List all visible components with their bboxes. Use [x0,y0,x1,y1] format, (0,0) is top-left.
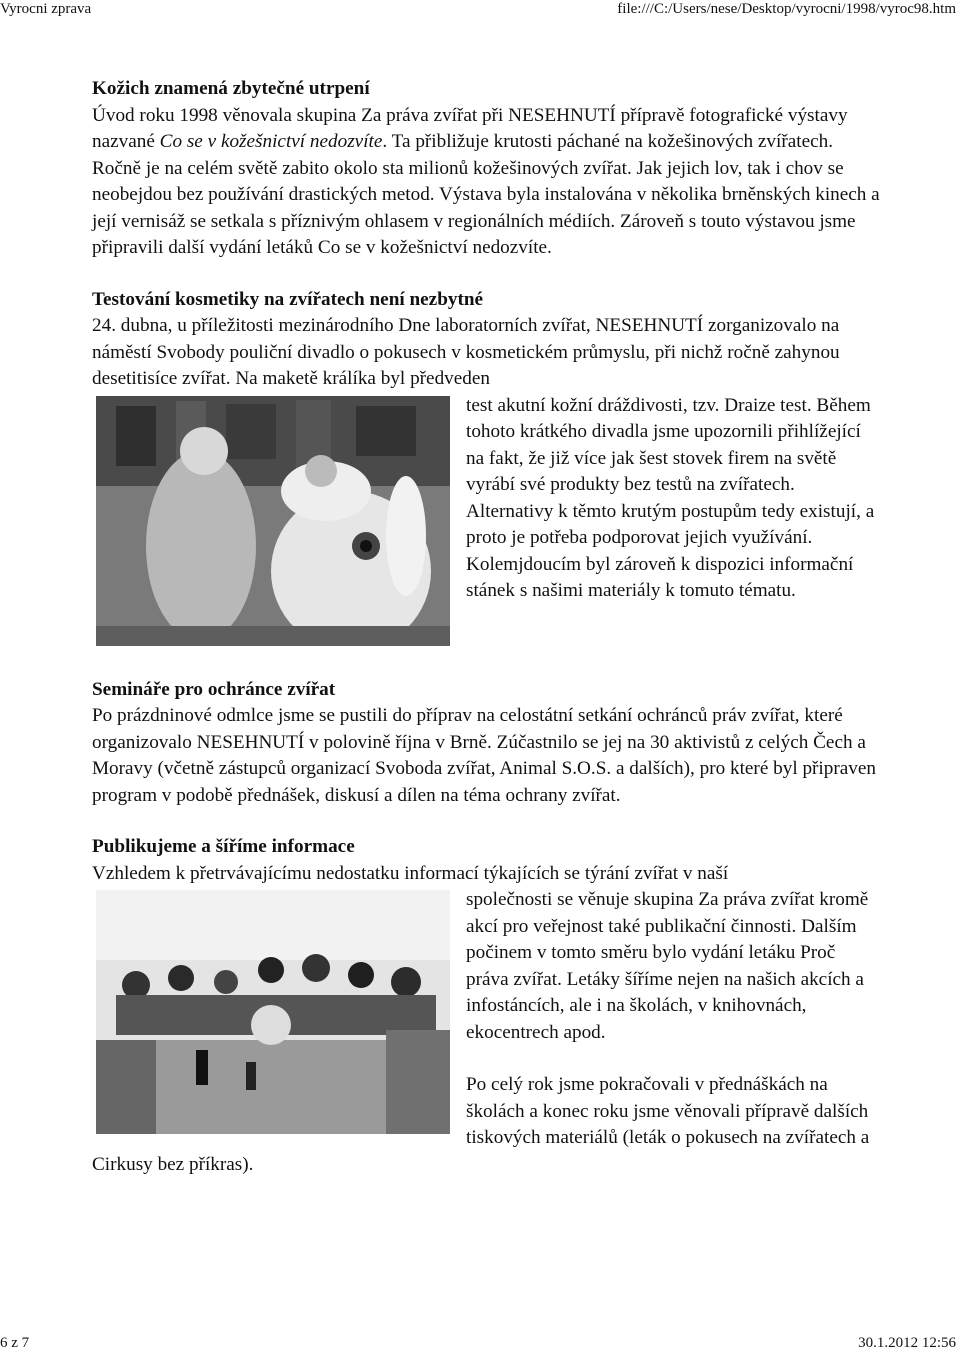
street-theatre-photo-image [96,396,450,646]
section-text-publishing-intro: Vzhledem k přetrvávajícímu nedostatku informací týkajících se týrání zvířat v naší [92,862,729,884]
section-cosmetics [92,287,882,652]
section-heading-seminars: Semináře pro ochránce zvířat [92,678,336,700]
section-text-publishing-wrap: společnosti se věnuje skupina Za práva zvířat kromě akcí pro veřejnost také publikační činnosti. Dalším počinem v tomto směru bylo vydání letáku Proč práva zvířat. Letáky šíříme nejen na našich akcích a infostáncích, ale i na školách, v knihovnách, ekocentrech apod. [466,889,869,1043]
page-footer-page-number: 6 z 7 [0,1335,30,1351]
section-fur [92,76,882,262]
section-seminars [92,677,882,810]
section-text-cosmetics-intro: 24. dubna, u příležitosti mezinárodního Dne laboratorních zvířat, NESEHNUTÍ zorganizovalo na náměstí Svobody pouliční divadlo o pokusech v kosmetickém průmyslu, při nichž ročně zahynou desetitisíce zvířat. Na maketě králíka byl předveden [92,315,840,389]
section-text-fur [92,103,882,262]
section-publishing [92,834,882,1178]
section-text-cosmetics-wrap: test akutní kožní dráždivosti, tzv. Draize test. Během tohoto krátkého divadla jsme upozornili přihlížející na fakt, že již více jak šest stovek firem na světě vyrábí své produkty bez testů na zvířatech. Alternativy k těmto krutým postupům tedy existují, a proto je potřeba podporovat jejich využívání. Kolemjdoucím byl zároveň k dispozici informační stánek s našimi materiály k tomuto tématu. [466,394,875,601]
page-header-path: file:///C:/Users/nese/Desktop/vyrocni/1998/vyroc98.htm [617,1,956,17]
section-heading-publishing: Publikujeme a šíříme informace [92,836,355,857]
street-theatre-photo [96,396,450,646]
page-footer-timestamp: 30.1.2012 12:56 [858,1335,956,1351]
section-text-seminars: Po prázdninové odmlce jsme se pustili do příprav na celostátní setkání ochránců práv zvířat, které organizovalo NESEHNUTÍ v polovině října v Brně. Zúčastnilo se jej na 30 aktivistů z celých Čech a Moravy (včetně zástupců organizací Svoboda zvířat, Animal S.O.S. a dalších), pro které byl připraven program v podobě přednášek, diskusí a dílen na téma ochrany zvířat. [92,705,876,806]
exhibition-title: Co se v kožešnictví nedozvíte [159,131,383,152]
page-header-title: Vyrocni zprava [0,1,92,17]
fur-text-end: . Ta přibližuje krutosti páchané na kožešinových zvířatech. Ročně je na celém světě zabito okolo sta milionů kožešinových zvířat. Jak jejich lov, tak i chov se neobejdou bez používání drastických metod. Výstava byla instalována v několika brněnských kinech a její vernisáž se setkala s příznivým ohlasem v regionálních médiích. Zároveň s touto výstavou jsme připravili další vydání letáků Co se v kožešnictví nedozvíte. [92,131,880,258]
section-heading-cosmetics: Testování kosmetiky na zvířatech není nezbytné [92,288,484,310]
seminar-group-photo [96,890,450,1134]
seminar-group-photo-image [96,890,450,1134]
section-heading-fur: Kožich znamená zbytečné utrpení [92,78,370,99]
fur-text-start: Úvod roku 1998 věnovala skupina Za práva zvířat při NESEHNUTÍ přípravě fotografické výstavy nazvané [92,104,848,152]
section-text-publishing-lectures: Po celý rok jsme pokračovali v přednáškách na školách a konec roku jsme věnovali přípravě dalších tiskových materiálů (leták o pokusech na zvířatech a Cirkusy bez příkras). [92,1074,870,1175]
document-body [92,76,882,1203]
